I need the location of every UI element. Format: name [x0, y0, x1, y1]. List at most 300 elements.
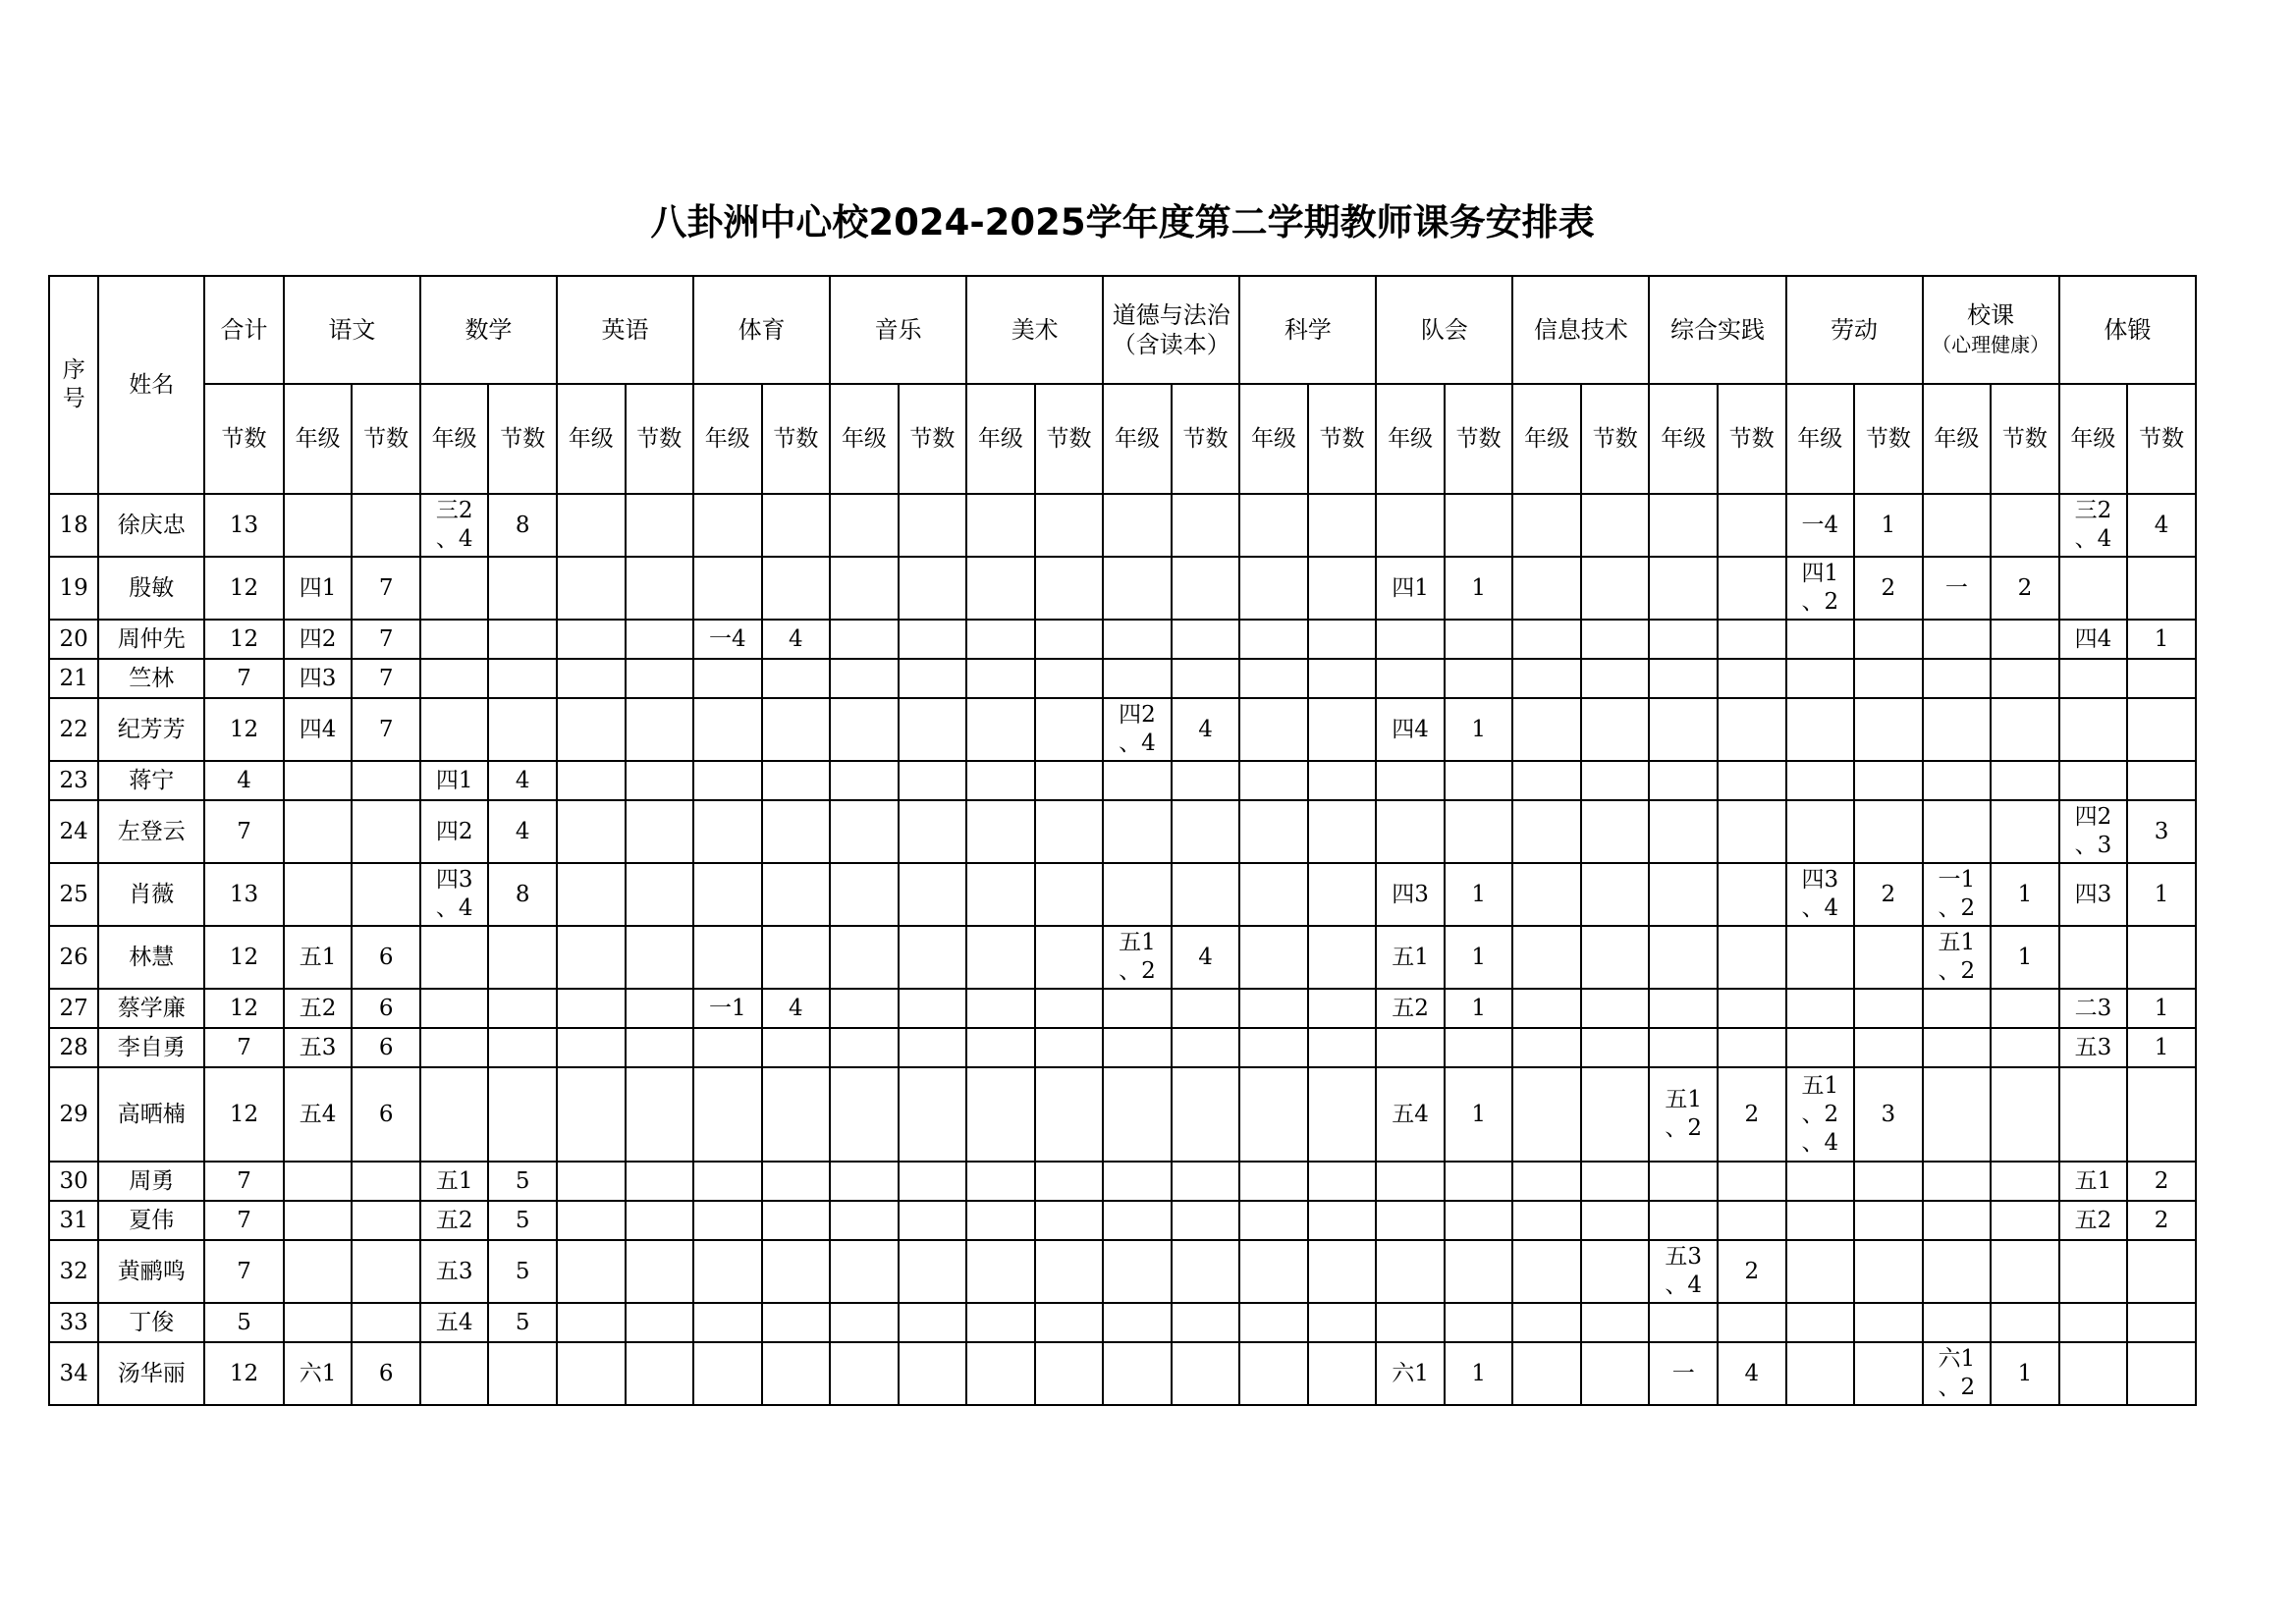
grade-cell [1376, 1067, 1445, 1162]
grade-text: 一4 [1801, 512, 1839, 538]
name-cell: 黄鹂鸣 [98, 1240, 204, 1303]
table-row [49, 620, 2196, 659]
grade-text: 五1 [1938, 930, 1976, 955]
periods-cell [1581, 620, 1650, 659]
periods-cell: 7 [352, 698, 420, 761]
periods-cell [1718, 989, 1786, 1028]
grade-cell [420, 863, 489, 926]
grade-text: 、4 [435, 895, 473, 921]
header-subject [693, 276, 830, 384]
grade-cell [284, 1342, 353, 1405]
periods-cell [1854, 1303, 1923, 1342]
periods-cell [1035, 659, 1104, 698]
periods-cell: 2 [1854, 863, 1923, 926]
grade-text: 五1 [1801, 1072, 1839, 1099]
grade-cell [966, 761, 1035, 800]
grade-cell [1786, 989, 1855, 1028]
subject-label: 科学 [1284, 316, 1332, 344]
grade-cell [1376, 494, 1445, 557]
periods-cell [1308, 761, 1377, 800]
periods-cell [899, 800, 967, 863]
grade-cell [830, 800, 899, 863]
grade-cell [1649, 698, 1718, 761]
grade-cell [1239, 698, 1308, 761]
periods-cell [1035, 620, 1104, 659]
schedule-table [48, 275, 2197, 1406]
periods-cell [1718, 800, 1786, 863]
grade-cell [1923, 926, 1992, 989]
grade-cell [1103, 557, 1172, 620]
periods-cell: 1 [1445, 1067, 1513, 1162]
periods-cell [488, 698, 557, 761]
grade-cell [1649, 1303, 1718, 1342]
grade-text: 六1 [299, 1360, 337, 1386]
grade-cell [2059, 557, 2128, 620]
grade-text: 五3 [2074, 1034, 2112, 1060]
periods-cell: 6 [352, 1342, 420, 1405]
periods-cell [626, 761, 694, 800]
periods-cell [352, 800, 420, 863]
grade-text: 、4 [435, 526, 473, 552]
header-grade: 年级 [1376, 384, 1445, 494]
grade-cell [557, 557, 626, 620]
periods-cell: 6 [352, 926, 420, 989]
periods-cell [626, 1028, 694, 1067]
periods-cell [2127, 557, 2196, 620]
periods-cell [626, 1162, 694, 1201]
subheader-row [49, 384, 2196, 494]
periods-cell [762, 926, 831, 989]
grade-cell [830, 1028, 899, 1067]
grade-cell [1923, 494, 1992, 557]
periods-cell: 1 [1991, 926, 2059, 989]
grade-cell [284, 926, 353, 989]
grade-text: 五4 [1392, 1101, 1429, 1127]
grade-text: 四4 [2074, 625, 2112, 652]
periods-cell [2127, 659, 2196, 698]
header-grade: 年级 [1923, 384, 1992, 494]
grade-cell [284, 1162, 353, 1201]
grade-text: 四3 [435, 867, 473, 893]
grade-text: 四3 [299, 665, 337, 691]
subject-label: 劳动 [1831, 316, 1879, 344]
periods-cell [899, 1162, 967, 1201]
seq-cell: 33 [49, 1303, 98, 1342]
table-row [49, 926, 2196, 989]
periods-cell [352, 1162, 420, 1201]
grade-cell [693, 863, 762, 926]
periods-cell [1991, 761, 2059, 800]
periods-cell [1308, 1201, 1377, 1240]
grade-cell [830, 1342, 899, 1405]
periods-cell: 1 [1445, 557, 1513, 620]
header-grade: 年级 [1103, 384, 1172, 494]
periods-cell [1991, 1240, 2059, 1303]
grade-text: 五1 [2074, 1167, 2112, 1194]
grade-cell [966, 1342, 1035, 1405]
name-cell: 周勇 [98, 1162, 204, 1201]
total-cell: 12 [204, 926, 284, 989]
grade-text: 四2 [2074, 804, 2112, 830]
grade-cell [1923, 557, 1992, 620]
periods-cell [1172, 1067, 1240, 1162]
grade-cell [966, 800, 1035, 863]
grade-text: 四2 [1119, 702, 1156, 728]
grade-cell [830, 557, 899, 620]
grade-cell [830, 620, 899, 659]
grade-cell [1512, 1067, 1581, 1162]
grade-cell [420, 1303, 489, 1342]
grade-text: 五2 [299, 995, 337, 1021]
grade-cell [284, 863, 353, 926]
periods-cell [1035, 1303, 1104, 1342]
grade-text: 四1 [1392, 574, 1429, 601]
grade-cell [2059, 1240, 2128, 1303]
seq-cell: 19 [49, 557, 98, 620]
grade-cell [1376, 698, 1445, 761]
table-row [49, 494, 2196, 557]
total-cell: 5 [204, 1303, 284, 1342]
header-periods: 节数 [1718, 384, 1786, 494]
grade-cell [2059, 1162, 2128, 1201]
grade-cell [1376, 659, 1445, 698]
periods-cell [1991, 659, 2059, 698]
seq-cell: 24 [49, 800, 98, 863]
header-total-periods: 节数 [204, 384, 284, 494]
grade-cell [557, 863, 626, 926]
periods-cell [1308, 698, 1377, 761]
periods-cell [1035, 1201, 1104, 1240]
periods-cell [1172, 800, 1240, 863]
grade-cell [1239, 494, 1308, 557]
subject-sublabel: （心理健康） [1932, 333, 2050, 356]
grade-cell [1512, 557, 1581, 620]
periods-cell [626, 1303, 694, 1342]
grade-text: 四2 [299, 625, 337, 652]
name-cell: 徐庆忠 [98, 494, 204, 557]
periods-cell [1308, 800, 1377, 863]
periods-cell: 2 [2127, 1201, 2196, 1240]
grade-cell [1923, 1067, 1992, 1162]
name-cell: 周仲先 [98, 620, 204, 659]
grade-cell [1512, 1240, 1581, 1303]
periods-cell [1581, 1240, 1650, 1303]
grade-cell [966, 698, 1035, 761]
grade-cell [830, 989, 899, 1028]
grade-cell [1923, 1240, 1992, 1303]
grade-cell [1376, 989, 1445, 1028]
grade-cell [284, 698, 353, 761]
periods-cell [1308, 1028, 1377, 1067]
periods-cell [1172, 1201, 1240, 1240]
grade-text: 四4 [299, 716, 337, 742]
grade-text: 五2 [2074, 1207, 2112, 1233]
periods-cell [1854, 761, 1923, 800]
subject-label: 综合实践 [1670, 316, 1765, 344]
grade-cell [284, 659, 353, 698]
grade-cell [1103, 659, 1172, 698]
periods-cell [762, 800, 831, 863]
total-cell: 7 [204, 1201, 284, 1240]
table-row [49, 1342, 2196, 1405]
total-cell: 7 [204, 800, 284, 863]
seq-cell: 25 [49, 863, 98, 926]
header-periods: 节数 [899, 384, 967, 494]
header-periods: 节数 [1035, 384, 1104, 494]
grade-cell [2059, 659, 2128, 698]
periods-cell [1854, 1201, 1923, 1240]
grade-cell [693, 761, 762, 800]
periods-cell [2127, 1067, 2196, 1162]
grade-text: 四1 [1801, 561, 1839, 586]
grade-cell [1376, 761, 1445, 800]
grade-text: 一4 [708, 625, 746, 652]
periods-cell: 1 [1445, 989, 1513, 1028]
header-grade: 年级 [1649, 384, 1718, 494]
grade-cell [2059, 1342, 2128, 1405]
name-cell: 蔡学廉 [98, 989, 204, 1028]
periods-cell [1854, 620, 1923, 659]
grade-cell [830, 1303, 899, 1342]
subject-label: 道德与法治 [1112, 301, 1230, 329]
periods-cell [1718, 1201, 1786, 1240]
grade-text: 五1 [1392, 944, 1429, 970]
periods-cell: 1 [2127, 863, 2196, 926]
periods-cell [1308, 557, 1377, 620]
grade-cell [1923, 1342, 1992, 1405]
total-cell: 12 [204, 620, 284, 659]
periods-cell [1581, 761, 1650, 800]
grade-cell [966, 1303, 1035, 1342]
grade-text: 四3 [2074, 881, 2112, 907]
grade-cell [2059, 1067, 2128, 1162]
total-cell: 13 [204, 863, 284, 926]
subject-sublabel: （含读本） [1112, 331, 1230, 358]
periods-cell [1581, 557, 1650, 620]
grade-cell [1649, 1067, 1718, 1162]
periods-cell [1308, 863, 1377, 926]
grade-text: 、2 [1938, 958, 1976, 984]
total-cell: 7 [204, 1028, 284, 1067]
periods-cell [2127, 1303, 2196, 1342]
grade-cell [557, 989, 626, 1028]
grade-cell [1649, 1342, 1718, 1405]
periods-cell [626, 989, 694, 1028]
periods-cell [488, 1067, 557, 1162]
periods-cell [899, 698, 967, 761]
total-cell: 12 [204, 1067, 284, 1162]
periods-cell: 7 [352, 659, 420, 698]
seq-cell: 20 [49, 620, 98, 659]
periods-cell [1991, 1201, 2059, 1240]
grade-cell [2059, 1201, 2128, 1240]
subject-label: 信息技术 [1533, 316, 1628, 344]
periods-cell [1035, 926, 1104, 989]
header-periods: 节数 [1308, 384, 1377, 494]
grade-cell [420, 557, 489, 620]
grade-cell [830, 1201, 899, 1240]
grade-text: 五1 [435, 1167, 473, 1194]
header-periods: 节数 [1854, 384, 1923, 494]
periods-cell [1991, 698, 2059, 761]
grade-cell [1923, 698, 1992, 761]
grade-cell [557, 1303, 626, 1342]
table-row [49, 1162, 2196, 1201]
periods-cell [2127, 926, 2196, 989]
grade-cell [1103, 1162, 1172, 1201]
name-cell: 肖薇 [98, 863, 204, 926]
periods-cell [1581, 659, 1650, 698]
grade-cell [2059, 494, 2128, 557]
header-seq [49, 276, 98, 494]
grade-text: 四2 [435, 818, 473, 844]
periods-cell [1991, 620, 2059, 659]
periods-cell [1035, 989, 1104, 1028]
grade-cell [966, 494, 1035, 557]
periods-cell [1991, 1162, 2059, 1201]
grade-cell [1239, 1342, 1308, 1405]
grade-cell [557, 1162, 626, 1201]
periods-cell [1035, 1162, 1104, 1201]
periods-cell [1581, 1201, 1650, 1240]
header-grade: 年级 [693, 384, 762, 494]
periods-cell: 5 [488, 1240, 557, 1303]
header-total: 合计 [204, 276, 284, 384]
total-cell: 12 [204, 557, 284, 620]
periods-cell [1581, 800, 1650, 863]
header-subject [1786, 276, 1923, 384]
header-row [49, 276, 2196, 384]
grade-cell [1512, 863, 1581, 926]
grade-cell [693, 1067, 762, 1162]
periods-cell: 3 [1854, 1067, 1923, 1162]
periods-cell [1308, 620, 1377, 659]
grade-text: 五1 [299, 944, 337, 970]
grade-cell [557, 659, 626, 698]
periods-cell [626, 557, 694, 620]
grade-text: 二3 [2074, 995, 2112, 1021]
periods-cell [899, 659, 967, 698]
periods-cell [488, 989, 557, 1028]
periods-cell [1445, 494, 1513, 557]
grade-cell [1376, 863, 1445, 926]
grade-cell [1239, 761, 1308, 800]
grade-cell [557, 698, 626, 761]
grade-text: 一1 [1938, 867, 1976, 893]
grade-cell [1376, 620, 1445, 659]
grade-cell [2059, 761, 2128, 800]
periods-cell [488, 659, 557, 698]
grade-cell [1786, 926, 1855, 989]
grade-cell [1376, 1162, 1445, 1201]
grade-cell [2059, 1303, 2128, 1342]
periods-cell [1172, 1162, 1240, 1201]
periods-cell [1854, 1342, 1923, 1405]
total-cell: 12 [204, 1342, 284, 1405]
periods-cell [1172, 620, 1240, 659]
grade-cell [420, 926, 489, 989]
grade-cell [1103, 698, 1172, 761]
grade-cell [1649, 659, 1718, 698]
grade-cell [1923, 659, 1992, 698]
periods-cell [626, 926, 694, 989]
grade-cell [1239, 1028, 1308, 1067]
name-cell: 丁俊 [98, 1303, 204, 1342]
total-cell: 7 [204, 1240, 284, 1303]
table-row [49, 698, 2196, 761]
header-subject [1512, 276, 1649, 384]
periods-cell [1308, 1162, 1377, 1201]
grade-text: 一 [1671, 1360, 1695, 1386]
periods-cell [1581, 1028, 1650, 1067]
grade-cell [1239, 1201, 1308, 1240]
periods-cell [1581, 989, 1650, 1028]
periods-cell: 4 [1718, 1342, 1786, 1405]
periods-cell [1445, 659, 1513, 698]
grade-cell [420, 1028, 489, 1067]
periods-cell: 2 [1854, 557, 1923, 620]
grade-cell [830, 494, 899, 557]
periods-cell [1035, 800, 1104, 863]
grade-cell [1376, 926, 1445, 989]
periods-cell [626, 1342, 694, 1405]
periods-cell [626, 863, 694, 926]
periods-cell [762, 761, 831, 800]
periods-cell [626, 698, 694, 761]
total-cell: 4 [204, 761, 284, 800]
periods-cell [1035, 863, 1104, 926]
grade-cell [1649, 800, 1718, 863]
name-cell: 竺林 [98, 659, 204, 698]
periods-cell [1172, 761, 1240, 800]
periods-cell [1035, 1240, 1104, 1303]
seq-cell: 23 [49, 761, 98, 800]
grade-cell [830, 698, 899, 761]
header-subject [284, 276, 420, 384]
periods-cell: 5 [488, 1201, 557, 1240]
grade-cell [693, 659, 762, 698]
grade-text: 四3 [1801, 867, 1839, 893]
periods-cell [352, 1240, 420, 1303]
grade-cell [1376, 557, 1445, 620]
subject-label: 体锻 [2104, 316, 2152, 344]
table-row [49, 863, 2196, 926]
grade-cell [1512, 698, 1581, 761]
periods-cell [899, 1201, 967, 1240]
periods-cell: 6 [352, 1067, 420, 1162]
grade-cell [1786, 863, 1855, 926]
periods-cell [762, 1201, 831, 1240]
grade-cell [830, 926, 899, 989]
grade-cell [2059, 1028, 2128, 1067]
grade-text: 、4 [1665, 1272, 1703, 1298]
grade-cell [284, 557, 353, 620]
periods-cell [626, 1201, 694, 1240]
grade-cell [966, 926, 1035, 989]
header-subject [420, 276, 557, 384]
grade-cell [1923, 620, 1992, 659]
periods-cell [1581, 494, 1650, 557]
periods-cell [1718, 659, 1786, 698]
grade-cell [1649, 494, 1718, 557]
periods-cell [1445, 1240, 1513, 1303]
grade-text: 、3 [2074, 833, 2112, 858]
periods-cell [1445, 1201, 1513, 1240]
grade-cell [420, 494, 489, 557]
grade-cell [1103, 1028, 1172, 1067]
grade-cell [2059, 863, 2128, 926]
total-cell: 12 [204, 989, 284, 1028]
